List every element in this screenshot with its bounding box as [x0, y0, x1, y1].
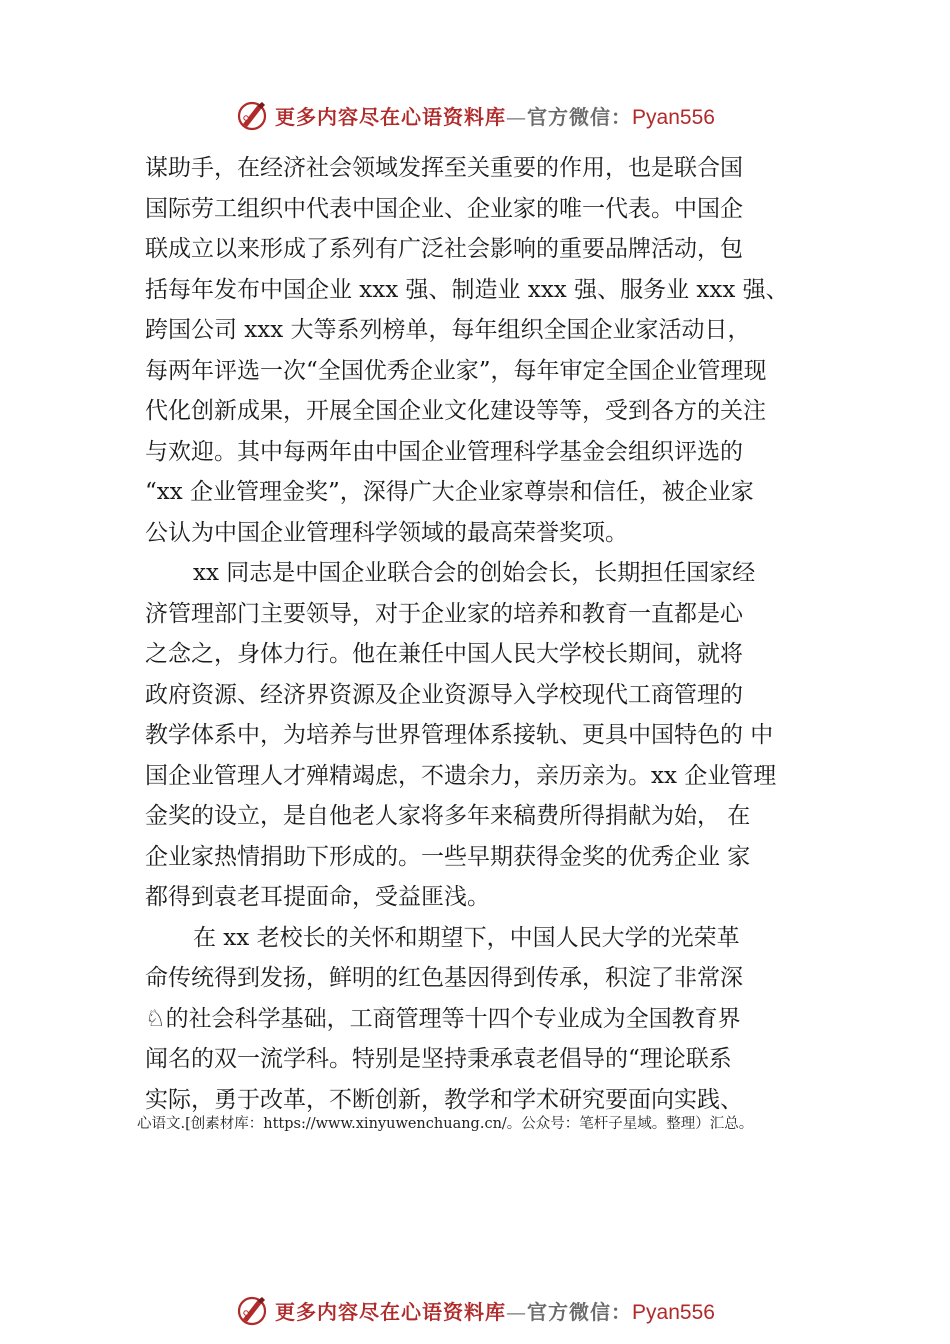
text-line: xx 同志是中国企业联合会的创始会长，长期担任国家经	[193, 560, 756, 586]
text-line: “xx 企业管理金奖”，深得广大企业家尊崇和信任，被企业家	[145, 479, 754, 505]
text-line: 命传统得到发扬，鲜明的红色基因得到传承，积淀了非常深	[145, 965, 743, 991]
text-line: 实际，勇于改革，不断创新，教学和学术研究要面向实践、	[145, 1086, 743, 1113]
header-banner	[0, 95, 950, 135]
banner-text: 更多内容尽在心语资料库—官方微信：Pyan556	[275, 1299, 715, 1324]
paragraph	[145, 553, 825, 918]
banner-content	[235, 1293, 715, 1327]
text-line: 都得到袁老耳提面命，受益匪浅。	[145, 884, 490, 910]
text-line: 国企业管理人才殚精竭虑，不遗余力，亲历亲为。xx 企业管理	[145, 762, 777, 789]
text-line: 金奖的设立，是自他老人家将多年来稿费所得捐献为始， 在	[145, 803, 751, 829]
text-line: 代化创新成果，开展全国企业文化建设等等，受到各方的关注	[145, 398, 766, 424]
text-line: 济管理部门主要领导，对于企业家的培养和教育一直都是心	[145, 600, 743, 627]
text-line: 在 xx 老校长的关怀和期望下，中国人民大学的光荣革	[193, 924, 740, 951]
text-line: 谋助手，在经济社会领域发挥至关重要的作用，也是联合国	[145, 155, 743, 181]
paragraph	[145, 148, 825, 553]
text-line: 每两年评选一次“全国优秀企业家”，每年审定全国企业管理现	[145, 357, 767, 384]
brand-logo-icon	[235, 98, 269, 132]
text-line: 联成立以来形成了系列有广泛社会影响的重要品牌活动，包	[145, 236, 743, 262]
footnote: 心语文.[创素材库：https://www.xinyuwenchuang.cn/。公众号：笔杆子星域。整理）汇总。	[137, 1116, 754, 1132]
text-line: 公认为中国企业管理科学领域的最高荣誉奖项。	[145, 519, 628, 546]
text-line: 跨国公司 xxx 大等系列榜单，每年组织全国企业家活动日，	[145, 317, 751, 343]
text-line: ♘的社会科学基础，工商管理等十四个专业成为全国教育界	[145, 1005, 741, 1032]
text-line: 括每年发布中国企业 xxx 强、制造业 xxx 强、服务业 xxx 强、	[145, 276, 789, 303]
text-line: 闻名的双一流学科。特别是坚持秉承袁老倡导的“理论联系	[145, 1046, 732, 1072]
text-line: 教学体系中，为培养与世界管理体系接轨、更具中国特色的 中	[145, 722, 774, 748]
text-line: 国际劳工组织中代表中国企业、企业家的唯一代表。中国企	[145, 195, 743, 222]
paragraph	[145, 918, 825, 1121]
document-body	[145, 148, 825, 1120]
brand-logo-icon	[235, 1293, 269, 1327]
text-line: 之念之，身体力行。他在兼任中国人民大学校长期间，就将	[145, 641, 743, 667]
text-line: 与欢迎。其中每两年由中国企业管理科学基金会组织评选的	[145, 438, 743, 465]
text-line: 政府资源、经济界资源及企业资源导入学校现代工商管理的	[145, 681, 743, 708]
banner-text: 更多内容尽在心语资料库—官方微信：Pyan556	[275, 104, 715, 129]
banner-content	[235, 98, 715, 132]
text-line: 企业家热情捐助下形成的。一些早期获得金奖的优秀企业 家	[145, 843, 751, 870]
footer-banner	[0, 1290, 950, 1330]
